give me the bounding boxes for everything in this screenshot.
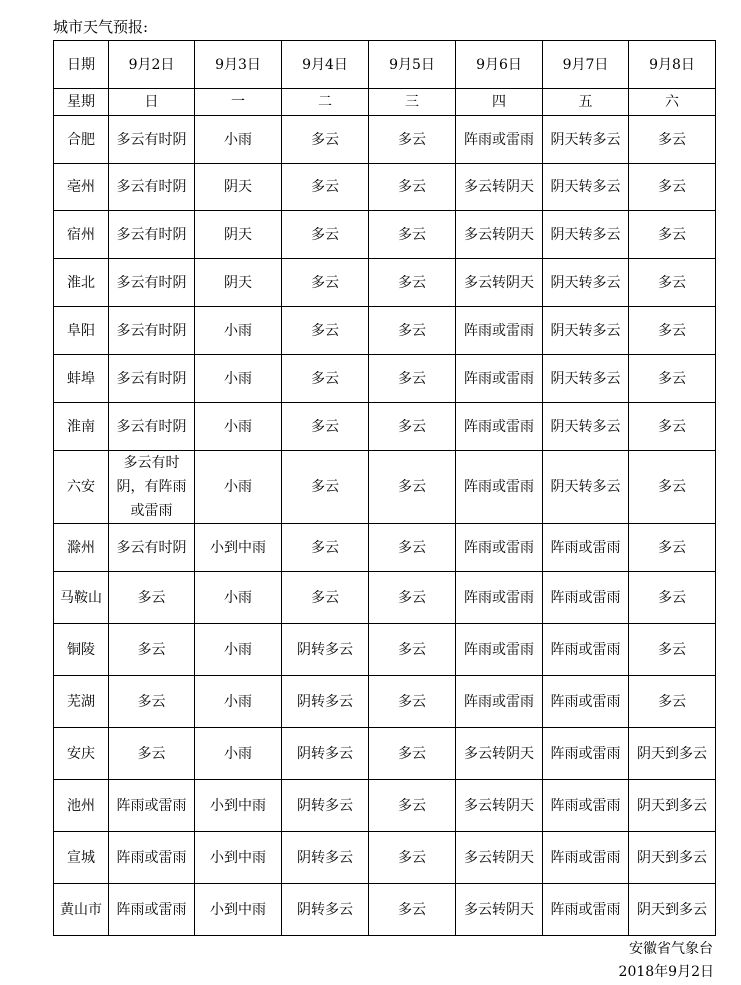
city-name-cell: 亳州 — [54, 164, 109, 211]
weekday-cell: 日 — [109, 89, 195, 116]
forecast-cell: 多云 — [282, 307, 369, 355]
city-name-cell: 池州 — [54, 780, 109, 832]
date-cell: 9月3日 — [195, 41, 282, 89]
forecast-cell: 多云有时阴 — [109, 259, 195, 307]
forecast-cell: 阵雨或雷雨 — [456, 624, 543, 676]
forecast-cell: 多云 — [369, 780, 456, 832]
forecast-cell: 多云有时阴 — [109, 524, 195, 572]
weekday-label-cell: 星期 — [54, 89, 109, 116]
weekday-cell: 六 — [629, 89, 716, 116]
weekday-header-row — [54, 89, 716, 116]
forecast-cell: 多云 — [282, 164, 369, 211]
forecast-cell: 多云 — [629, 451, 716, 524]
forecast-cell: 阴天 — [195, 211, 282, 259]
forecast-cell: 阴转多云 — [282, 624, 369, 676]
forecast-cell: 阴天转多云 — [543, 116, 629, 164]
forecast-cell: 多云 — [629, 307, 716, 355]
forecast-cell: 多云 — [369, 572, 456, 624]
forecast-cell: 多云 — [369, 403, 456, 451]
forecast-cell: 小到中雨 — [195, 832, 282, 884]
city-name-cell: 六安 — [54, 451, 109, 524]
forecast-cell: 阴转多云 — [282, 884, 369, 936]
forecast-cell: 阴天到多云 — [629, 728, 716, 780]
forecast-cell: 多云 — [369, 624, 456, 676]
forecast-cell: 多云有时阴 — [109, 355, 195, 403]
city-row — [54, 355, 716, 403]
forecast-cell: 多云 — [629, 116, 716, 164]
city-name-cell: 淮北 — [54, 259, 109, 307]
forecast-cell: 多云转阴天 — [456, 728, 543, 780]
forecast-cell: 小雨 — [195, 676, 282, 728]
city-row — [54, 116, 716, 164]
forecast-cell: 阴天转多云 — [543, 211, 629, 259]
forecast-cell: 多云转阴天 — [456, 259, 543, 307]
forecast-cell: 多云有时阴 — [109, 307, 195, 355]
forecast-cell: 阵雨或雷雨 — [109, 832, 195, 884]
city-row — [54, 259, 716, 307]
forecast-cell: 多云 — [282, 451, 369, 524]
forecast-cell: 阵雨或雷雨 — [543, 780, 629, 832]
forecast-table — [53, 40, 716, 936]
weekday-cell: 三 — [369, 89, 456, 116]
date-cell: 9月7日 — [543, 41, 629, 89]
forecast-cell: 多云 — [109, 624, 195, 676]
forecast-cell: 阴天转多云 — [543, 403, 629, 451]
city-name-cell: 黄山市 — [54, 884, 109, 936]
forecast-cell: 阵雨或雷雨 — [456, 676, 543, 728]
forecast-cell: 阴天转多云 — [543, 451, 629, 524]
forecast-cell: 小雨 — [195, 451, 282, 524]
city-name-cell: 安庆 — [54, 728, 109, 780]
forecast-cell: 阵雨或雷雨 — [456, 307, 543, 355]
forecast-cell: 多云 — [282, 524, 369, 572]
forecast-cell: 阴天到多云 — [629, 884, 716, 936]
forecast-cell: 多云 — [629, 211, 716, 259]
forecast-cell: 阴转多云 — [282, 676, 369, 728]
forecast-cell: 多云 — [369, 355, 456, 403]
forecast-cell: 小雨 — [195, 355, 282, 403]
forecast-cell: 多云转阴天 — [456, 832, 543, 884]
forecast-cell: 多云 — [282, 116, 369, 164]
forecast-cell: 多云 — [282, 572, 369, 624]
forecast-cell: 多云 — [369, 451, 456, 524]
forecast-cell: 多云 — [629, 524, 716, 572]
forecast-cell: 阵雨或雷雨 — [543, 884, 629, 936]
date-cell: 9月8日 — [629, 41, 716, 89]
forecast-cell: 阵雨或雷雨 — [543, 728, 629, 780]
weekday-cell: 二 — [282, 89, 369, 116]
city-row — [54, 676, 716, 728]
city-name-cell: 芜湖 — [54, 676, 109, 728]
weekday-cell: 五 — [543, 89, 629, 116]
forecast-cell: 多云 — [629, 355, 716, 403]
forecast-cell: 多云 — [282, 355, 369, 403]
date-cell: 9月4日 — [282, 41, 369, 89]
forecast-cell: 多云转阴天 — [456, 164, 543, 211]
city-row — [54, 884, 716, 936]
forecast-cell: 阴天转多云 — [543, 164, 629, 211]
forecast-cell: 多云 — [282, 211, 369, 259]
forecast-cell: 多云 — [369, 164, 456, 211]
date-header-row — [54, 41, 716, 89]
forecast-cell: 阵雨或雷雨 — [456, 403, 543, 451]
forecast-cell: 阵雨或雷雨 — [456, 355, 543, 403]
forecast-cell: 多云 — [629, 572, 716, 624]
forecast-cell: 阴转多云 — [282, 780, 369, 832]
forecast-cell: 阵雨或雷雨 — [543, 624, 629, 676]
city-row — [54, 832, 716, 884]
date-cell: 9月5日 — [369, 41, 456, 89]
forecast-cell: 小雨 — [195, 116, 282, 164]
city-name-cell: 滁州 — [54, 524, 109, 572]
forecast-cell: 阵雨或雷雨 — [456, 116, 543, 164]
city-row — [54, 307, 716, 355]
forecast-cell: 多云有时阴 — [109, 116, 195, 164]
city-row — [54, 524, 716, 572]
forecast-cell: 多云 — [629, 624, 716, 676]
forecast-cell: 阵雨或雷雨 — [109, 780, 195, 832]
city-name-cell: 阜阳 — [54, 307, 109, 355]
forecast-cell: 多云 — [369, 116, 456, 164]
forecast-cell: 多云 — [369, 307, 456, 355]
forecast-cell: 多云 — [629, 403, 716, 451]
forecast-cell: 多云 — [369, 524, 456, 572]
forecast-cell: 多云有时阴，有阵雨或雷雨 — [109, 451, 195, 524]
forecast-cell: 阴天转多云 — [543, 307, 629, 355]
city-name-cell: 合肥 — [54, 116, 109, 164]
date-label-cell: 日期 — [54, 41, 109, 89]
forecast-cell: 小到中雨 — [195, 884, 282, 936]
forecast-cell: 阵雨或雷雨 — [543, 832, 629, 884]
forecast-cell: 多云有时阴 — [109, 211, 195, 259]
city-row — [54, 211, 716, 259]
forecast-cell: 阵雨或雷雨 — [543, 572, 629, 624]
forecast-cell: 多云 — [369, 832, 456, 884]
forecast-cell: 阴天 — [195, 164, 282, 211]
city-row — [54, 728, 716, 780]
forecast-cell: 阴天转多云 — [543, 355, 629, 403]
city-row — [54, 624, 716, 676]
issuing-organization: 安徽省气象台 — [629, 941, 713, 957]
city-row — [54, 451, 716, 524]
weekday-cell: 一 — [195, 89, 282, 116]
forecast-cell: 阵雨或雷雨 — [543, 676, 629, 728]
forecast-cell: 多云 — [369, 676, 456, 728]
issue-date: 2018年9月2日 — [618, 964, 714, 980]
forecast-cell: 阵雨或雷雨 — [109, 884, 195, 936]
forecast-cell: 小雨 — [195, 307, 282, 355]
forecast-cell: 小到中雨 — [195, 780, 282, 832]
forecast-cell: 多云 — [629, 164, 716, 211]
date-cell: 9月6日 — [456, 41, 543, 89]
document-title: 城市天气预报: — [53, 18, 149, 36]
forecast-cell: 阴转多云 — [282, 832, 369, 884]
forecast-cell: 多云 — [369, 884, 456, 936]
city-name-cell: 铜陵 — [54, 624, 109, 676]
city-name-cell: 蚌埠 — [54, 355, 109, 403]
city-row — [54, 403, 716, 451]
forecast-cell: 小雨 — [195, 728, 282, 780]
forecast-cell: 多云有时阴 — [109, 403, 195, 451]
forecast-cell: 阴天转多云 — [543, 259, 629, 307]
forecast-cell: 多云转阴天 — [456, 780, 543, 832]
date-cell: 9月2日 — [109, 41, 195, 89]
forecast-cell: 小雨 — [195, 624, 282, 676]
forecast-cell: 多云 — [109, 676, 195, 728]
city-name-cell: 马鞍山 — [54, 572, 109, 624]
forecast-cell: 阵雨或雷雨 — [543, 524, 629, 572]
forecast-cell: 多云 — [369, 259, 456, 307]
city-row — [54, 572, 716, 624]
forecast-cell: 阴转多云 — [282, 728, 369, 780]
forecast-cell: 阴天到多云 — [629, 832, 716, 884]
forecast-cell: 多云 — [629, 259, 716, 307]
city-name-cell: 淮南 — [54, 403, 109, 451]
forecast-cell: 多云 — [109, 572, 195, 624]
forecast-cell: 阴天 — [195, 259, 282, 307]
forecast-cell: 阵雨或雷雨 — [456, 524, 543, 572]
forecast-cell: 阵雨或雷雨 — [456, 572, 543, 624]
forecast-cell: 多云转阴天 — [456, 884, 543, 936]
forecast-cell: 多云 — [369, 728, 456, 780]
forecast-cell: 多云 — [282, 259, 369, 307]
forecast-cell: 多云 — [282, 403, 369, 451]
forecast-cell: 多云转阴天 — [456, 211, 543, 259]
forecast-cell: 阴天到多云 — [629, 780, 716, 832]
forecast-cell: 多云 — [109, 728, 195, 780]
weekday-cell: 四 — [456, 89, 543, 116]
forecast-cell: 多云 — [629, 676, 716, 728]
forecast-cell: 多云有时阴 — [109, 164, 195, 211]
city-name-cell: 宿州 — [54, 211, 109, 259]
city-name-cell: 宣城 — [54, 832, 109, 884]
forecast-cell: 小雨 — [195, 403, 282, 451]
forecast-cell: 阵雨或雷雨 — [456, 451, 543, 524]
city-row — [54, 780, 716, 832]
forecast-cell: 小雨 — [195, 572, 282, 624]
city-row — [54, 164, 716, 211]
forecast-cell: 多云 — [369, 211, 456, 259]
forecast-cell: 小到中雨 — [195, 524, 282, 572]
